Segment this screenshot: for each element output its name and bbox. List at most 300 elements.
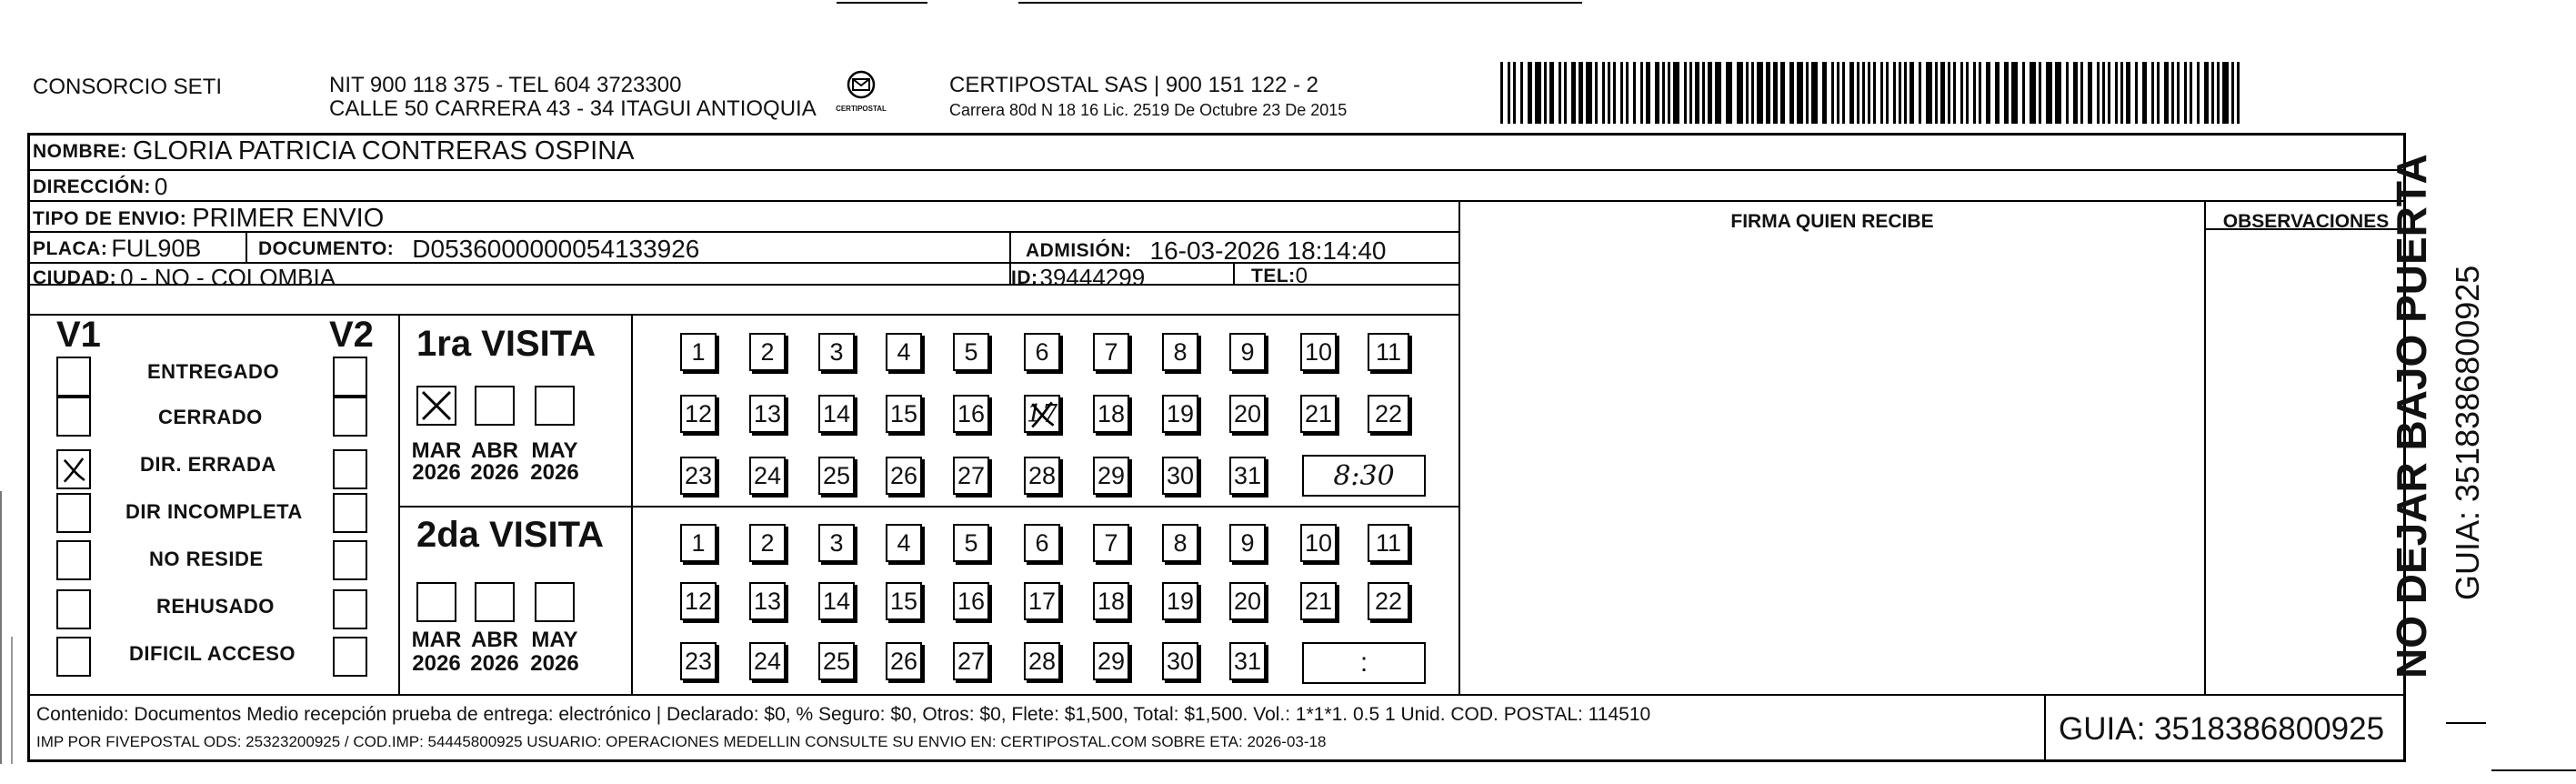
day-box[interactable] [953, 333, 989, 371]
month-name: MAR [411, 628, 462, 652]
day-box[interactable] [749, 333, 786, 371]
day-box[interactable] [1024, 333, 1060, 371]
status-label: REHUSADO [156, 595, 275, 618]
barcode-bar [2088, 62, 2092, 124]
barcode-bar [1842, 62, 1845, 124]
barcode-bar [2231, 62, 2234, 124]
day-box[interactable] [1093, 457, 1129, 495]
month-year: 2026 [412, 460, 461, 485]
day-box[interactable] [953, 524, 989, 562]
month-year: 2026 [530, 651, 579, 676]
barcode-bar [1757, 62, 1763, 124]
month-name: ABR [471, 438, 518, 463]
month-name: MAY [531, 438, 578, 463]
day-number: 13 [753, 587, 782, 615]
barcode-bar [2004, 62, 2009, 124]
company-name: CONSORCIO SETI [33, 75, 223, 99]
barcode-bar [1668, 62, 1670, 124]
barcode-bar [1893, 62, 1896, 124]
day-number: 29 [1097, 647, 1126, 675]
scan-edge [2491, 769, 2576, 771]
v1-status-checkbox[interactable] [56, 449, 91, 489]
barcode-bar [1960, 62, 1963, 124]
day-box[interactable] [1368, 333, 1409, 371]
day-number: 16 [957, 399, 986, 427]
v2-status-checkbox[interactable] [333, 357, 367, 397]
day-box[interactable] [1300, 524, 1337, 562]
barcode-bar [2222, 62, 2229, 124]
barcode-bar [1620, 62, 1623, 124]
barcode-bar [2164, 62, 2169, 124]
barcode-bar [1528, 62, 1532, 124]
barcode-bar [1595, 62, 1598, 124]
day-box[interactable] [886, 642, 922, 680]
barcode-bar [2030, 62, 2036, 124]
day-box[interactable] [1300, 582, 1337, 620]
barcode-bar [2022, 62, 2025, 124]
barcode-bar [1520, 62, 1523, 124]
v1-status-checkbox[interactable] [56, 397, 91, 437]
barcode-bar [2190, 62, 2192, 124]
placa-value: FUL90B [111, 235, 202, 262]
form-border [27, 133, 2406, 136]
barcode-bar [2073, 62, 2078, 124]
first-visit-time-value: 8:30 [1333, 459, 1395, 492]
logo-text: CERTIPOSTAL [836, 105, 887, 113]
day-number: 15 [889, 587, 918, 615]
v2-status-checkbox[interactable] [333, 493, 367, 533]
day-box[interactable] [886, 524, 922, 562]
day-box[interactable] [1162, 333, 1198, 371]
no-dejar-warning: NO DEJAR BAJO PUERTA [2388, 154, 2435, 678]
ciudad-value: 0 - NO - COLOMBIA [120, 264, 336, 291]
day-box[interactable] [680, 395, 717, 433]
day-box[interactable] [1368, 524, 1409, 562]
barcode-bar [1662, 62, 1665, 124]
day-box[interactable] [886, 333, 922, 371]
barcode-bar [2126, 62, 2130, 124]
ciudad-row [33, 264, 336, 292]
v2-status-checkbox[interactable] [333, 589, 367, 629]
barcode-bar [1926, 62, 1932, 124]
month-checkbox[interactable] [416, 582, 456, 622]
check-mark-icon [418, 387, 455, 424]
day-number: 18 [1097, 587, 1126, 615]
second-visit-title: 2da VISITA [416, 515, 604, 555]
day-box[interactable] [1229, 457, 1266, 495]
envelope-circle-icon [843, 69, 879, 100]
barcode-bar [1571, 62, 1576, 124]
day-number: 10 [1304, 528, 1333, 557]
day-box[interactable] [1162, 457, 1198, 495]
day-number: 1 [691, 528, 706, 557]
side-guia: GUIA: 3518386800925 [2449, 265, 2486, 600]
day-box[interactable] [1024, 524, 1060, 562]
barcode-bar [1940, 62, 1945, 124]
barcode-bar [1857, 62, 1859, 124]
day-box[interactable] [818, 524, 855, 562]
barcode-bar [1513, 62, 1516, 124]
barcode-bar [1751, 62, 1754, 124]
barcode-bar [1646, 62, 1650, 124]
barcode-bar [1535, 62, 1541, 124]
v2-status-checkbox[interactable] [333, 397, 367, 437]
day-box[interactable] [1368, 582, 1409, 620]
footer-guia: GUIA: 3518386800925 [2059, 711, 2385, 747]
day-box[interactable] [1162, 524, 1198, 562]
barcode-bar [1508, 62, 1510, 124]
day-box[interactable] [1229, 333, 1266, 371]
barcode-bar [2102, 62, 2105, 124]
barcode-bar [2211, 62, 2214, 124]
first-visit-title: 1ra VISITA [416, 324, 596, 364]
barcode-bar [1608, 62, 1610, 124]
first-visit-time[interactable] [1302, 455, 1426, 497]
scan-mark [837, 2, 927, 4]
barcode-bar [2197, 62, 2200, 124]
day-number: 22 [1374, 399, 1403, 427]
barcode-bar [1715, 62, 1721, 124]
v2-status-checkbox[interactable] [333, 540, 367, 580]
barcode-bar [1640, 62, 1643, 124]
month-checkbox[interactable] [535, 582, 575, 622]
day-number: 21 [1304, 399, 1333, 427]
day-box[interactable] [1162, 395, 1198, 433]
day-number: 4 [897, 337, 911, 366]
tipo-envio-row [33, 204, 384, 234]
second-visit-time-value: : [1359, 648, 1368, 678]
side-dash [2446, 722, 2486, 724]
barcode-bar [1702, 62, 1705, 124]
status-label: ENTREGADO [147, 360, 280, 383]
day-box[interactable] [1093, 582, 1129, 620]
day-number: 2 [760, 528, 775, 557]
day-number: 24 [753, 461, 782, 489]
status-label: NO RESIDE [149, 548, 264, 570]
day-number: 9 [1240, 337, 1255, 366]
v1-status-checkbox[interactable] [56, 540, 91, 580]
barcode-bar [1746, 62, 1749, 124]
day-box[interactable] [1162, 582, 1198, 620]
barcode-bar [1904, 62, 1907, 124]
month-checkbox[interactable] [416, 386, 456, 426]
day-box[interactable] [1368, 395, 1409, 433]
barcode-bar [2204, 62, 2209, 124]
month-checkbox[interactable] [535, 386, 575, 426]
barcode-bar [1880, 62, 1883, 124]
day-box[interactable] [749, 457, 786, 495]
second-visit-time[interactable] [1302, 642, 1426, 684]
direccion-value: 0 [154, 173, 168, 200]
day-box[interactable] [680, 457, 717, 495]
day-box[interactable] [886, 457, 922, 495]
barcode-bar [1966, 62, 1969, 124]
day-box[interactable] [1300, 395, 1337, 433]
day-number: 9 [1240, 528, 1255, 557]
day-number: 27 [957, 647, 986, 675]
month-year: 2026 [530, 460, 579, 485]
barcode-bar [1559, 62, 1561, 124]
ciudad-label: CIUDAD: [33, 266, 117, 288]
barcode-bar [2151, 62, 2154, 124]
day-box[interactable] [886, 582, 922, 620]
direccion-label: DIRECCIÓN: [33, 176, 151, 197]
day-number: 19 [1166, 399, 1195, 427]
barcode-bar [1986, 62, 1990, 124]
day-number: 22 [1374, 587, 1403, 615]
imp-text: IMP POR FIVEPOSTAL ODS: 25323200925 / COD.IMP: 54445800925 USUARIO: OPERACIONES MEDELLIN CONSULTE SU ENVIO EN: CERTIPOSTAL.COM SOBRE ETA: 2026-03-18 [36, 733, 1327, 750]
day-number: 23 [684, 461, 713, 489]
barcode-bar [1684, 62, 1687, 124]
barcode-bar [2108, 62, 2110, 124]
day-box[interactable] [953, 395, 989, 433]
day-box[interactable] [749, 524, 786, 562]
month-name: MAR [411, 438, 462, 463]
id-row [1011, 264, 1145, 292]
day-box[interactable] [1024, 457, 1060, 495]
day-box[interactable] [953, 642, 989, 680]
barcode-bar [1673, 62, 1679, 124]
barcode-bar [2135, 62, 2138, 124]
day-number: 12 [684, 587, 713, 615]
day-box[interactable] [1229, 395, 1266, 433]
day-number: 7 [1104, 528, 1118, 557]
day-number: 10 [1304, 337, 1333, 366]
admision-row [1026, 236, 1387, 266]
tipo-value: PRIMER ENVIO [192, 204, 385, 233]
barcode-bar [2055, 62, 2061, 124]
day-number: 26 [889, 647, 918, 675]
observaciones-header: OBSERVACIONES [2222, 211, 2390, 232]
contenido-text: Contenido: Documentos Medio recepción prueba de entrega: electrónico | Declarado: $0, % Seguro: $0, Otros: $0, Flete: $1,500, Total: $1,500. Vol.: 1*1*1. 0.5 1 Unid. COD. POSTAL: 114510 [36, 704, 1651, 725]
barcode-bar [1811, 62, 1818, 124]
barcode-bar [1549, 62, 1554, 124]
barcode-bar [1979, 62, 1981, 124]
v1-status-checkbox[interactable] [56, 637, 91, 677]
day-number: 4 [897, 528, 911, 557]
day-number: 27 [957, 461, 986, 489]
day-box[interactable] [1093, 524, 1129, 562]
barcode-bar [2171, 62, 2174, 124]
day-number: 26 [889, 461, 918, 489]
certipostal-license: Carrera 80d N 18 16 Lic. 2519 De Octubre 23 De 2015 [949, 101, 1348, 119]
barcode-bar [2184, 62, 2187, 124]
barcode-bar [1806, 62, 1809, 124]
day-number: 30 [1166, 461, 1195, 489]
documento-row [258, 235, 699, 264]
day-box[interactable] [818, 642, 855, 680]
day-number: 21 [1304, 587, 1333, 615]
barcode-bar [1899, 62, 1901, 124]
day-number: 3 [829, 337, 844, 366]
day-box[interactable] [680, 524, 717, 562]
barcode-bar [2046, 62, 2052, 124]
day-number: 23 [684, 647, 713, 675]
barcode-bar [1655, 62, 1659, 124]
day-number: 8 [1173, 528, 1188, 557]
month-checkbox[interactable] [475, 386, 515, 426]
barcode [1500, 62, 2246, 124]
barcode-bar [1564, 62, 1567, 124]
barcode-bar [2097, 62, 2100, 124]
day-number: 16 [957, 587, 986, 615]
barcode-bar [1695, 62, 1699, 124]
day-number: 25 [822, 647, 851, 675]
day-number: 25 [822, 461, 851, 489]
barcode-bar [1579, 62, 1583, 124]
barcode-bar [1953, 62, 1956, 124]
month-year: 2026 [470, 460, 519, 485]
placa-row [33, 235, 201, 263]
day-number: 31 [1233, 647, 1262, 675]
day-box[interactable] [1229, 642, 1266, 680]
barcode-bar [1726, 62, 1732, 124]
day-box[interactable] [818, 395, 855, 433]
barcode-bar [1789, 62, 1794, 124]
firma-header: FIRMA QUIEN RECIBE [1730, 211, 1934, 232]
barcode-bar [1886, 62, 1889, 124]
day-box[interactable] [1024, 642, 1060, 680]
day-number: 6 [1035, 528, 1049, 557]
v2-status-checkbox[interactable] [333, 449, 367, 489]
company-address: CALLE 50 CARRERA 43 - 34 ITAGUI ANTIOQUIA [329, 96, 817, 121]
v1-status-checkbox[interactable] [56, 357, 91, 397]
barcode-bar [2011, 62, 2018, 124]
status-label: DIFICIL ACCESO [129, 642, 296, 665]
day-box[interactable] [680, 582, 717, 620]
day-box[interactable] [818, 457, 855, 495]
documento-label: DOCUMENTO: [258, 238, 395, 259]
day-number: 14 [822, 587, 851, 615]
v1-status-checkbox[interactable] [56, 493, 91, 533]
barcode-bar [2066, 62, 2069, 124]
barcode-bar [1544, 62, 1547, 124]
day-box[interactable] [953, 457, 989, 495]
month-name: MAY [531, 628, 578, 652]
day-box[interactable] [680, 642, 717, 680]
tipo-label: TIPO DE ENVIO: [33, 207, 187, 229]
day-number: 28 [1027, 461, 1057, 489]
certipostal-logo [831, 69, 891, 122]
barcode-bar [2142, 62, 2147, 124]
day-box[interactable] [1093, 395, 1129, 433]
barcode-bar [1797, 62, 1803, 124]
day-number: 14 [822, 399, 851, 427]
status-label: CERRADO [158, 406, 263, 428]
tel-value: 0 [1295, 264, 1308, 288]
day-box[interactable] [1024, 395, 1060, 433]
barcode-bar [1995, 62, 2000, 124]
barcode-bar [1831, 62, 1834, 124]
barcode-bar [1868, 62, 1870, 124]
day-number: 12 [684, 399, 713, 427]
barcode-bar [1909, 62, 1914, 124]
day-number: 29 [1097, 461, 1126, 489]
nombre-row [33, 136, 634, 166]
barcode-bar [1862, 62, 1865, 124]
day-number: 5 [964, 337, 978, 366]
barcode-bar [1613, 62, 1616, 124]
day-box[interactable] [1162, 642, 1198, 680]
v2-status-checkbox[interactable] [333, 637, 367, 677]
barcode-bar [1935, 62, 1938, 124]
admision-label: ADMISIÓN: [1026, 240, 1132, 261]
day-box[interactable] [818, 333, 855, 371]
month-year: 2026 [470, 651, 519, 676]
tel-row [1251, 264, 1308, 289]
barcode-bar [1948, 62, 1950, 124]
barcode-bar [1500, 62, 1503, 124]
barcode-bar [2080, 62, 2083, 124]
barcode-bar [1773, 62, 1778, 124]
barcode-bar [1780, 62, 1785, 124]
day-box[interactable] [1024, 582, 1060, 620]
day-box[interactable] [1300, 333, 1337, 371]
check-mark-icon [1026, 397, 1058, 431]
day-box[interactable] [818, 582, 855, 620]
day-box[interactable] [749, 395, 786, 433]
barcode-bar [1602, 62, 1605, 124]
v2-header: V2 [329, 315, 374, 355]
day-number: 19 [1166, 587, 1195, 615]
day-box[interactable] [749, 582, 786, 620]
day-number: 11 [1375, 337, 1402, 366]
day-box[interactable] [749, 642, 786, 680]
month-name: ABR [471, 628, 518, 652]
barcode-bar [1919, 62, 1921, 124]
barcode-bar [2177, 62, 2180, 124]
month-checkbox[interactable] [475, 582, 515, 622]
barcode-bar [1626, 62, 1629, 124]
day-number: 2 [760, 337, 775, 366]
day-number: 5 [964, 528, 978, 557]
nombre-value: GLORIA PATRICIA CONTRERAS OSPINA [132, 136, 635, 166]
company-nit: NIT 900 118 375 - TEL 604 3723300 [329, 73, 682, 97]
day-box[interactable] [1229, 524, 1266, 562]
day-number: 7 [1104, 337, 1118, 366]
day-box[interactable] [1229, 582, 1266, 620]
certipostal-nit: CERTIPOSTAL SAS | 900 151 122 - 2 [949, 73, 1318, 97]
day-number: 20 [1233, 587, 1262, 615]
barcode-bar [1737, 62, 1743, 124]
day-box[interactable] [1093, 333, 1129, 371]
direccion-row [33, 173, 167, 201]
barcode-bar [1837, 62, 1839, 124]
admision-value: 16-03-2026 18:14:40 [1149, 236, 1387, 265]
day-number: 11 [1375, 528, 1402, 557]
day-number: 1 [691, 337, 706, 366]
day-box[interactable] [1093, 642, 1129, 680]
tel-label: TEL: [1251, 266, 1296, 286]
day-box[interactable] [886, 395, 922, 433]
check-mark-icon [58, 451, 89, 487]
day-number: 13 [753, 399, 782, 427]
day-number: 24 [753, 647, 782, 675]
day-box[interactable] [953, 582, 989, 620]
barcode-bar [1586, 62, 1592, 124]
day-number: 15 [889, 399, 918, 427]
scan-mark [1018, 2, 1582, 4]
day-box[interactable] [680, 333, 717, 371]
barcode-bar [2217, 62, 2220, 124]
barcode-bar [1873, 62, 1876, 124]
day-number: 28 [1027, 647, 1057, 675]
v1-status-checkbox[interactable] [56, 589, 91, 629]
id-label: ID: [1011, 266, 1038, 288]
placa-label: PLACA: [33, 237, 108, 259]
status-label: DIR INCOMPLETA [125, 500, 303, 523]
day-number: 8 [1173, 337, 1188, 366]
